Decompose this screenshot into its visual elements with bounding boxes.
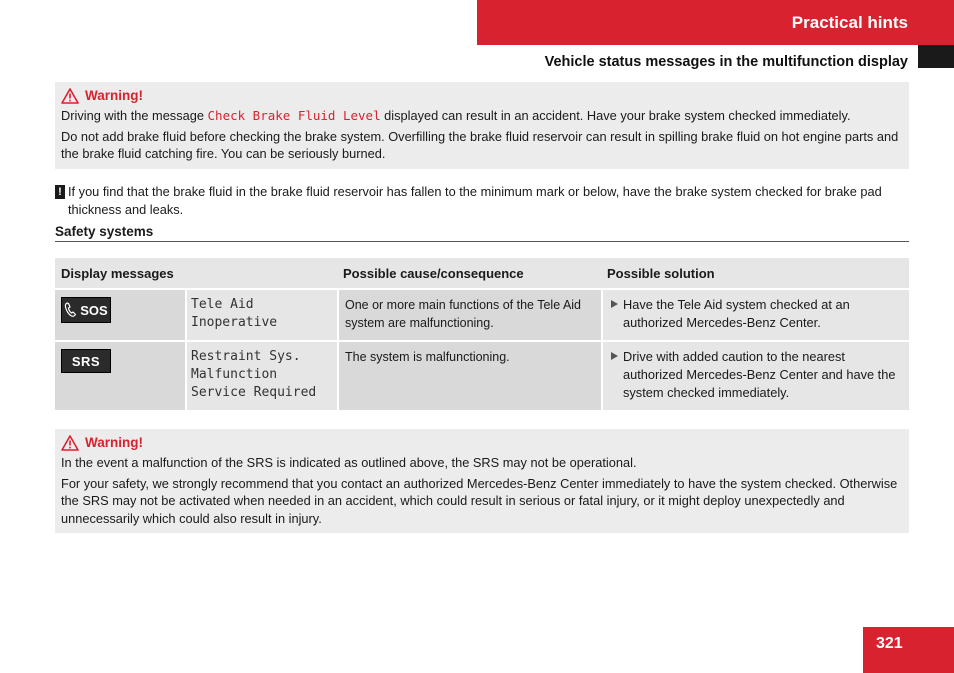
- display-message-line: Inoperative: [191, 315, 278, 330]
- table-row: [55, 342, 909, 410]
- display-message-line: Malfunction: [191, 367, 278, 382]
- page-subtitle: Vehicle status messages in the multifunction display: [544, 54, 908, 70]
- cause-cell: One or more main functions of the Tele Aid system are malfunctioning.: [337, 290, 601, 340]
- warning-paragraph: In the event a malfunction of the SRS is indicated as outlined above, the SRS may not be operational.: [61, 455, 637, 470]
- display-icon-cell: [55, 342, 185, 410]
- column-header: Possible cause/consequence: [343, 265, 524, 281]
- display-message-code: Check Brake Fluid Level: [207, 108, 381, 123]
- warning-paragraph: For your safety, we strongly recommend that you contact an authorized Mercedes-Benz Center immediately to have the system checked. Otherwise the SRS may not be activated when needed in an accident, which could result in serious or fatal injury, or it might deploy unexpectedly and unnecessarily which could also result in injury.: [61, 475, 898, 526]
- safety-systems-table: [55, 258, 909, 412]
- exclamation-icon: !: [55, 185, 65, 199]
- note-paragraph: [55, 183, 909, 219]
- warning-paragraph: [61, 107, 903, 125]
- sos-icon-label: SOS: [80, 302, 108, 318]
- table-row: [55, 290, 909, 340]
- side-tab-marker: [918, 45, 954, 68]
- warning-box-brake-fluid: [55, 82, 909, 169]
- column-header: Possible solution: [607, 265, 715, 281]
- warning-title: [61, 86, 903, 106]
- solution-cell: [601, 342, 909, 410]
- column-header: Display messages: [61, 265, 174, 281]
- safety-systems-heading: Safety systems: [55, 224, 909, 242]
- warning-paragraph: Do not add brake fluid before checking the brake system. Overfilling the brake fluid reservoir can result in spilling brake fluid on hot engine parts and the brake fluid catching fire. You can be seriously burned.: [61, 128, 899, 161]
- note-text: If you find that the brake fluid in the brake fluid reservoir has fallen to the minimum mark or below, have the brake system checked for brake pad thickness and leaks.: [68, 184, 882, 217]
- section-header: [477, 0, 954, 45]
- page-number: 321: [863, 627, 954, 673]
- phone-icon: [64, 302, 78, 318]
- cause-cell: The system is malfunctioning.: [337, 342, 601, 410]
- srs-icon: SRS: [61, 349, 111, 373]
- solution-cell: [601, 290, 909, 340]
- table-header-row: [55, 258, 909, 288]
- warning-line-suffix: displayed can result in an accident. Have your brake system checked immediately.: [380, 108, 851, 123]
- warning-title: [61, 433, 903, 453]
- display-message-cell: [185, 290, 337, 340]
- warning-line-prefix: Driving with the message: [61, 108, 208, 123]
- solution-text: Drive with added caution to the nearest authorized Mercedes-Benz Center and have the system checked immediately.: [623, 349, 896, 400]
- display-icon-cell: [55, 290, 185, 340]
- display-message-line: Restraint Sys.: [191, 349, 301, 364]
- warning-triangle-icon: [61, 88, 79, 104]
- bullet-triangle-icon: [611, 300, 618, 308]
- display-message-line: Service Required: [191, 385, 317, 400]
- display-message-line: Tele Aid: [191, 297, 254, 312]
- solution-text: Have the Tele Aid system checked at an authorized Mercedes-Benz Center.: [623, 297, 850, 330]
- warning-title-text: Warning!: [85, 88, 143, 104]
- warning-triangle-icon: [61, 435, 79, 451]
- warning-box-srs: [55, 429, 909, 533]
- display-message-cell: [185, 342, 337, 410]
- warning-title-text: Warning!: [85, 435, 143, 451]
- sos-phone-icon: [61, 297, 111, 323]
- section-title: Practical hints: [791, 12, 908, 32]
- bullet-triangle-icon: [611, 352, 618, 360]
